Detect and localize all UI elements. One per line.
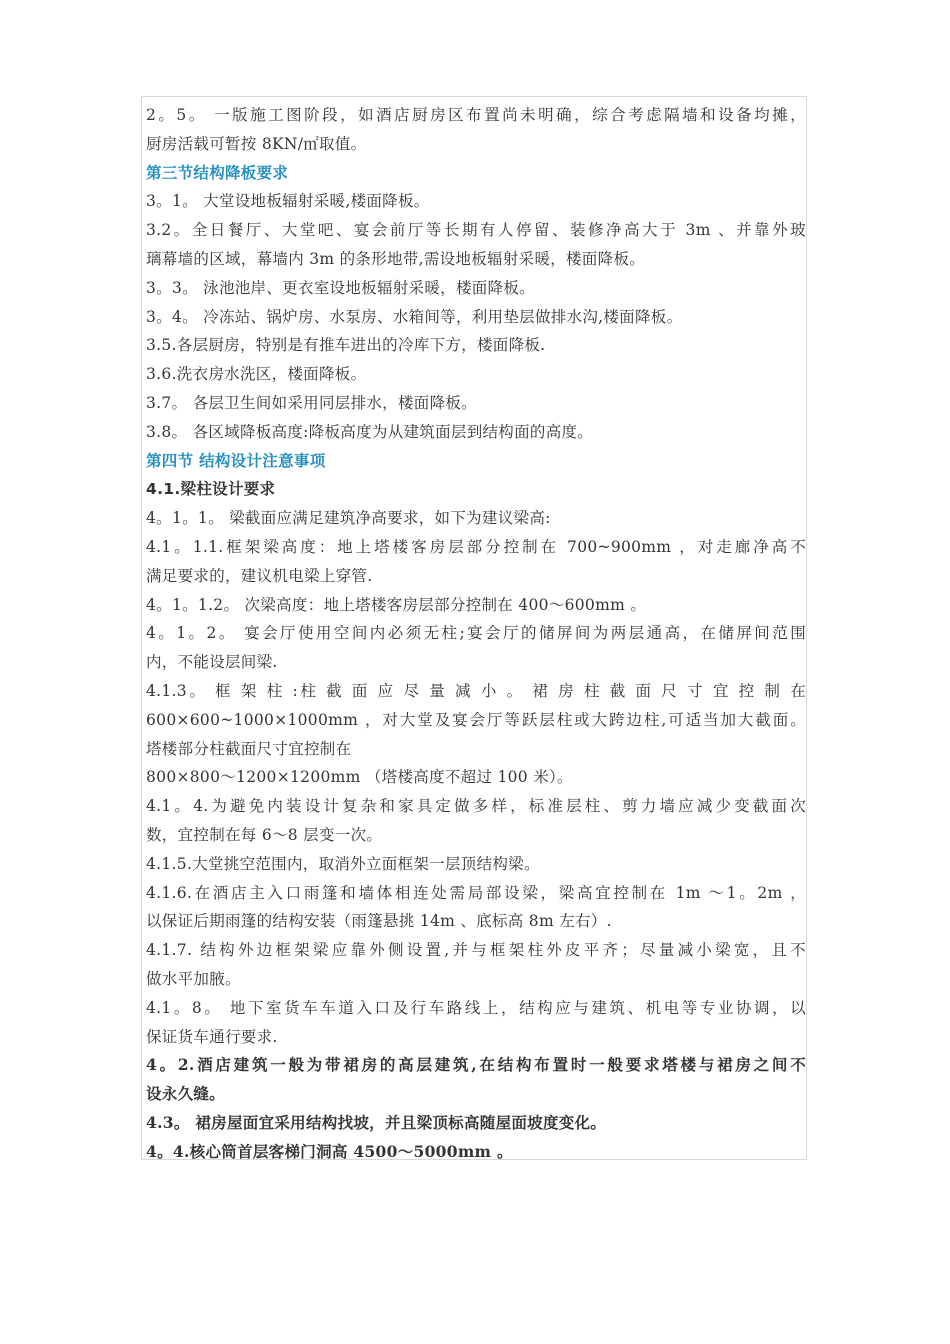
text-line: 璃幕墙的区域，幕墙内 3m 的条形地带,需设地板辐射采暖，楼面降板。 (146, 249, 646, 268)
text-line: 满足要求的，建议机电梁上穿管. (146, 566, 373, 585)
bold-text-line: 4。2.酒店建筑一般为带裙房的高层建筑,在结构布置时一般要求塔楼与裙房之间不 (146, 1055, 806, 1075)
text-line: 4.1.6.在酒店主入口雨篷和墙体相连处需局部设梁，梁高宜控制在 1m ～1。2m ， (146, 883, 806, 902)
section-heading: 第四节 结构设计注意事项 (146, 451, 326, 470)
subsection-heading: 4.1.梁柱设计要求 (146, 480, 276, 499)
text-line: 做水平加腋。 (146, 969, 241, 988)
bold-text-line: 4。4.核心筒首层客梯门洞高 4500～5000mm 。 (146, 1141, 513, 1161)
text-line: 厨房活载可暂按 8KN/㎡取值。 (146, 134, 367, 153)
text-line: 3.8。 各区域降板高度:降板高度为从建筑面层到结构面的高度。 (146, 422, 594, 441)
text-line: 3。4。 冷冻站、锅炉房、水泵房、水箱间等，利用垫层做排水沟,楼面降板。 (146, 307, 683, 326)
text-line: 2。5。 一版施工图阶段，如酒店厨房区布置尚未明确，综合考虑隔墙和设备均摊， (146, 106, 806, 124)
text-line: 3。1。 大堂设地板辐射采暖,楼面降板。 (146, 192, 430, 211)
text-line: 600×600~1000×1000mm ，对大堂及宴会厅等跃层柱或大跨边柱,可适当加大截面。 (146, 710, 806, 729)
text-line: 内，不能设层间梁. (146, 653, 278, 672)
text-line: 3.2。全日餐厅、大堂吧、宴会前厅等长期有人停留、装修净高大于 3m 、并靠外玻 (146, 221, 806, 240)
text-line: 塔楼部分柱截面尺寸宜控制在 (146, 739, 352, 758)
text-line: 800×800～1200×1200mm （塔楼高度不超过 100 米）。 (146, 768, 573, 787)
text-line: 3.5.各层厨房，特别是有推车进出的冷库下方，楼面降板. (146, 336, 546, 355)
text-line: 4.1.3。 框 架 柱 :柱 截 面 应 尽 量 减 小 。 裙 房 柱 截 面 尺 寸 宜 控 制 在 (146, 681, 806, 700)
text-line: 4.1。4.为避免内装设计复杂和家具定做多样，标准层柱、剪力墙应减少变截面次 (146, 797, 806, 816)
document-page (141, 96, 807, 1160)
text-line: 4。1。1。 梁截面应满足建筑净高要求，如下为建议梁高: (146, 509, 551, 528)
text-line: 4.1。8。 地下室货车车道入口及行车路线上，结构应与建筑、机电等专业协调，以 (146, 998, 806, 1017)
text-line: 4.1。1.1.框架梁高度：地上塔楼客房层部分控制在 700~900mm ，对走廊净高不 (146, 537, 806, 556)
text-line: 4.1.7. 结构外边框架梁应靠外侧设置,并与框架柱外皮平齐；尽量减小梁宽，且不 (146, 941, 806, 960)
text-line: 3。3。 泳池池岸、更衣室设地板辐射采暖，楼面降板。 (146, 278, 535, 297)
text-line: 4。1。2。 宴会厅使用空间内必须无柱;宴会厅的储屏间为两层通高，在储屏间范围 (146, 624, 806, 643)
text-line: 4.1.5.大堂挑空范围内，取消外立面框架一层顶结构梁。 (146, 854, 540, 873)
text-line: 3.7。 各层卫生间如采用同层排水，楼面降板。 (146, 393, 477, 412)
bold-text-line: 设永久缝。 (146, 1084, 226, 1104)
bold-text-line: 4.3。 裙房屋面宜采用结构找坡，并且梁顶标高随屋面坡度变化。 (146, 1112, 607, 1132)
text-line: 4。1。1.2。 次梁高度：地上塔楼客房层部分控制在 400～600mm 。 (146, 595, 647, 614)
section-heading: 第三节结构降板要求 (146, 163, 289, 182)
text-line: 3.6.洗衣房水洗区，楼面降板。 (146, 365, 367, 384)
text-line: 保证货车通行要求. (146, 1027, 278, 1046)
text-line: 数，宜控制在每 6～8 层变一次。 (146, 825, 383, 844)
text-line: 以保证后期雨篷的结构安装（雨篷悬挑 14m 、底标高 8m 左右）. (146, 912, 612, 931)
